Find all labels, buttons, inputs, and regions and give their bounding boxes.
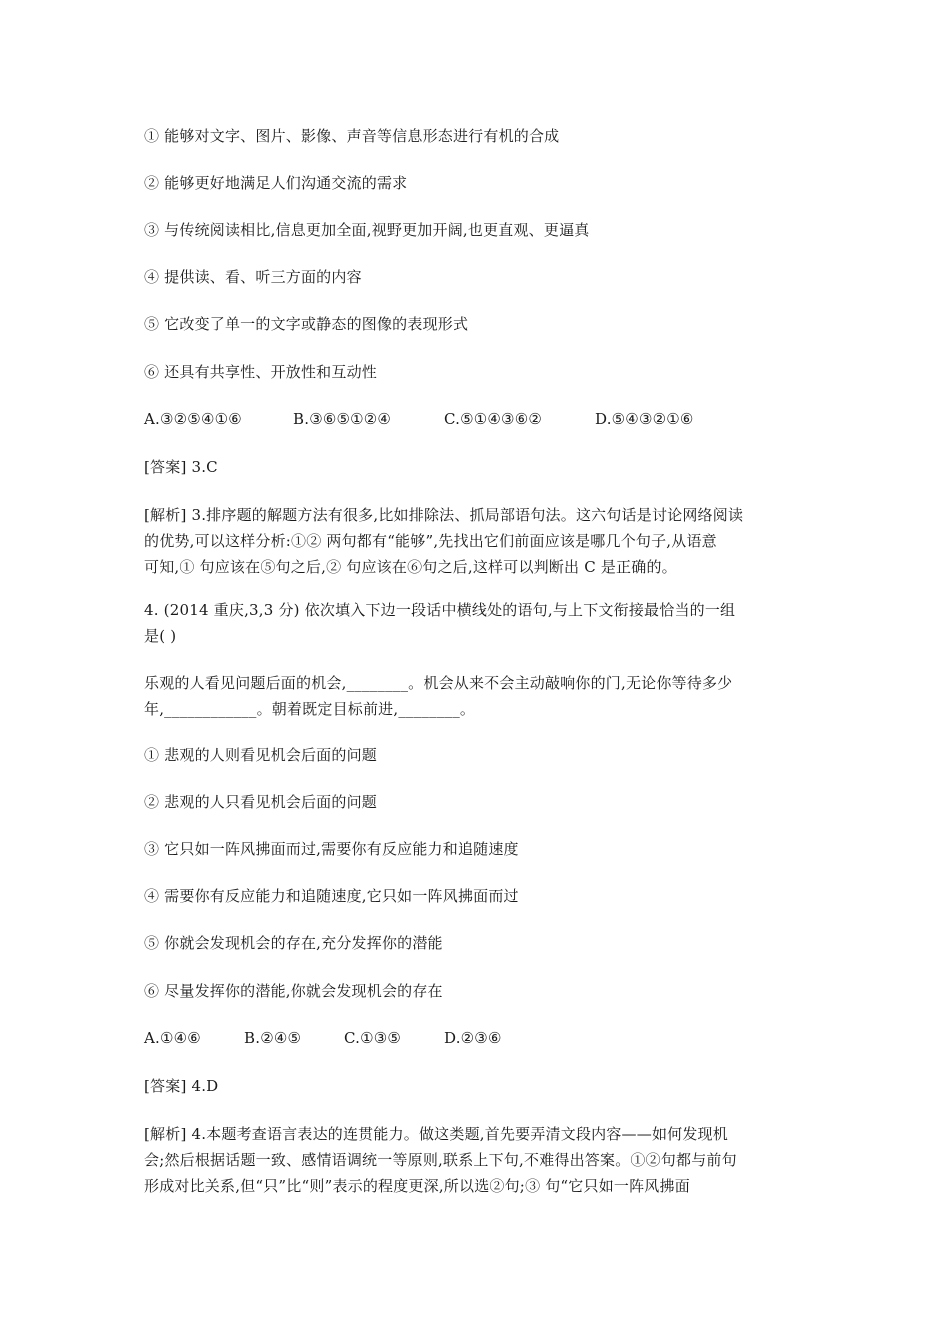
q4-sentence-3: ③ 它只如一阵风拂面而过,需要你有反应能力和追随速度 [144, 840, 519, 858]
q4-option-a: A.①④⑥ [144, 1029, 201, 1047]
q4-stem-line-2: 是( ) [144, 627, 177, 645]
q4-analysis-line-2: 会;然后根据话题一致、感情语调统一等原则,联系上下句,不难得出答案。①②句都与前句 [144, 1151, 737, 1169]
q3-analysis-line-1: [解析] 3.排序题的解题方法有很多,比如排除法、抓局部语句法。这六句话是讨论网络阅读 [144, 506, 744, 524]
q3-analysis [144, 502, 814, 580]
q3-option-d: D.⑤④③②①⑥ [595, 410, 694, 428]
q3-sentence-6: ⑥ 还具有共享性、开放性和互动性 [144, 363, 377, 381]
q4-option-c: C.①③⑤ [344, 1029, 402, 1047]
q4-passage [144, 670, 814, 722]
q3-option-b: B.③⑥⑤①②④ [293, 410, 392, 428]
q4-sentence-4: ④ 需要你有反应能力和追随速度,它只如一阵风拂面而过 [144, 887, 519, 905]
q3-option-c: C.⑤①④③⑥② [444, 410, 542, 428]
q4-answer: [答案] 4.D [144, 1077, 219, 1095]
q3-sentence-1: ① 能够对文字、图片、影像、声音等信息形态进行有机的合成 [144, 127, 560, 145]
q3-analysis-line-3: 可知,① 句应该在⑤句之后,② 句应该在⑥句之后,这样可以判断出 C 是正确的。 [144, 558, 677, 576]
q4-sentence-2: ② 悲观的人只看见机会后面的问题 [144, 793, 377, 811]
q4-analysis-line-1: [解析] 4.本题考查语言表达的连贯能力。做这类题,首先要弄清文段内容——如何发现机 [144, 1125, 728, 1143]
q4-stem-line-1: 4. (2014 重庆,3,3 分) 依次填入下边一段话中横线处的语句,与上下文衔接最恰当的一组 [144, 601, 736, 619]
q3-sentence-3: ③ 与传统阅读相比,信息更加全面,视野更加开阔,也更直观、更逼真 [144, 221, 590, 239]
q3-option-a: A.③②⑤④①⑥ [144, 410, 242, 428]
q3-sentence-2: ② 能够更好地满足人们沟通交流的需求 [144, 174, 408, 192]
q4-passage-line-1: 乐观的人看见问题后面的机会,________。机会从来不会主动敲响你的门,无论你等待多少 [144, 674, 733, 692]
q3-sentence-5: ⑤ 它改变了单一的文字或静态的图像的表现形式 [144, 315, 469, 333]
q3-analysis-line-2: 的优势,可以这样分析:①② 两句都有“能够”,先找出它们前面应该是哪几个句子,从语意 [144, 532, 717, 550]
q4-option-d: D.②③⑥ [444, 1029, 502, 1047]
q4-analysis [144, 1121, 814, 1199]
q4-passage-line-2: 年,____________。朝着既定目标前进,________。 [144, 700, 476, 718]
q4-sentence-1: ① 悲观的人则看见机会后面的问题 [144, 746, 377, 764]
q4-sentence-5: ⑤ 你就会发现机会的存在,充分发挥你的潜能 [144, 934, 443, 952]
q3-answer: [答案] 3.C [144, 458, 218, 476]
q4-stem [144, 597, 814, 649]
q4-option-b: B.②④⑤ [244, 1029, 302, 1047]
q3-sentence-4: ④ 提供读、看、听三方面的内容 [144, 268, 362, 286]
q4-analysis-line-3: 形成对比关系,但“只”比“则”表示的程度更深,所以选②句;③ 句“它只如一阵风拂面 [144, 1177, 690, 1195]
q4-sentence-6: ⑥ 尽量发挥你的潜能,你就会发现机会的存在 [144, 982, 443, 1000]
